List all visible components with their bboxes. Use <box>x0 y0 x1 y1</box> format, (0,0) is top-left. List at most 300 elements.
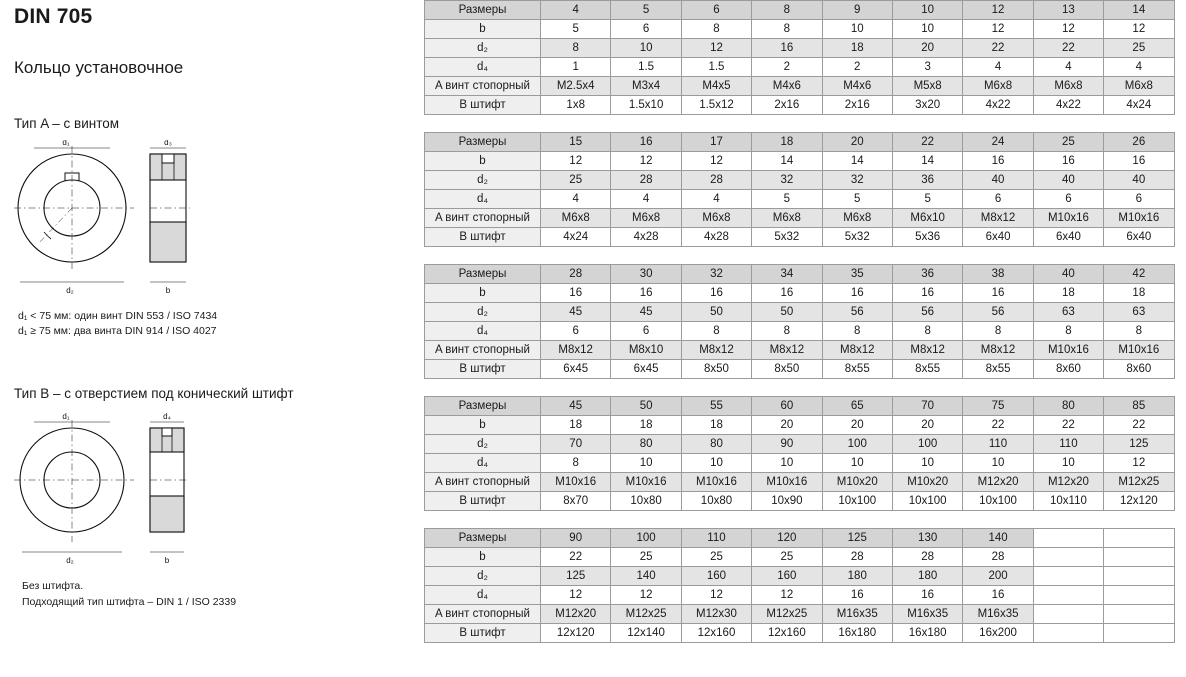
table-cell-d2: 50 <box>752 303 822 322</box>
table-cell-sizes: 12 <box>963 1 1033 20</box>
table-cell-empty <box>1033 605 1103 624</box>
table-cell-d4: 6 <box>963 190 1033 209</box>
table-cell-sizes: 120 <box>752 529 822 548</box>
table-cell-d4: 1.5 <box>681 58 751 77</box>
table-cell-b: 16 <box>892 284 962 303</box>
table-cell-sizes: 80 <box>1033 397 1103 416</box>
table-cell-b: 6 <box>611 20 681 39</box>
table-cell-d2: 18 <box>822 39 892 58</box>
row-label-screw: A винт стопорный <box>425 341 541 360</box>
table-cell-d4: 6 <box>541 322 611 341</box>
table-cell-screw: M16x35 <box>822 605 892 624</box>
table-cell-sizes: 38 <box>963 265 1033 284</box>
table-cell-d2: 50 <box>681 303 751 322</box>
table-cell-b: 28 <box>963 548 1033 567</box>
table-row <box>425 284 1175 303</box>
row-label-d2: d₂ <box>425 567 541 586</box>
table-cell-b: 8 <box>752 20 822 39</box>
table-cell-b: 22 <box>1104 416 1174 435</box>
table-cell-pin: 8x70 <box>541 492 611 511</box>
type-b-heading: Тип B – с отверстием под конический штифт <box>14 386 294 401</box>
table-cell-b: 12 <box>963 20 1033 39</box>
spec-tables <box>424 0 1186 660</box>
table-cell-d2: 25 <box>1104 39 1174 58</box>
row-label-screw: A винт стопорный <box>425 473 541 492</box>
table-cell-pin: 1.5x10 <box>611 96 681 115</box>
table-cell-screw: M6x8 <box>681 209 751 228</box>
table-cell-b: 22 <box>963 416 1033 435</box>
table-row <box>425 228 1175 247</box>
table-cell-screw: M2.5x4 <box>541 77 611 96</box>
drawing-type-a <box>14 140 214 300</box>
table-cell-pin: 4x28 <box>611 228 681 247</box>
table-row <box>425 360 1175 379</box>
row-label-b: b <box>425 284 541 303</box>
table-cell-pin: 12x160 <box>681 624 751 643</box>
table-cell-d2: 45 <box>541 303 611 322</box>
table-cell-pin: 4x22 <box>963 96 1033 115</box>
type-a-heading: Тип A – с винтом <box>14 116 120 131</box>
table-cell-d4: 10 <box>752 454 822 473</box>
table-cell-screw: M4x6 <box>752 77 822 96</box>
left-panel <box>0 0 420 677</box>
table-cell-sizes: 100 <box>611 529 681 548</box>
table-cell-sizes: 26 <box>1104 133 1174 152</box>
table-cell-sizes: 34 <box>752 265 822 284</box>
drawing-type-b <box>14 412 214 572</box>
note-type-a <box>18 309 217 339</box>
table-row <box>425 58 1175 77</box>
table-cell-screw: M6x8 <box>1104 77 1174 96</box>
table-cell-d4: 8 <box>892 322 962 341</box>
row-label-b: b <box>425 416 541 435</box>
row-label-d2: d₂ <box>425 435 541 454</box>
table-cell-empty <box>1104 624 1174 643</box>
table-cell-d4: 5 <box>752 190 822 209</box>
table-cell-screw: M10x16 <box>611 473 681 492</box>
table-cell-sizes: 65 <box>822 397 892 416</box>
note-type-a-line1: d₁ < 75 мм: один винт DIN 553 / ISO 7434 <box>18 310 218 322</box>
table-cell-d4: 6 <box>1104 190 1174 209</box>
table-cell-d2: 10 <box>611 39 681 58</box>
table-cell-pin: 12x120 <box>1104 492 1174 511</box>
table-cell-d2: 100 <box>822 435 892 454</box>
table-row <box>425 96 1175 115</box>
table-cell-d2: 56 <box>822 303 892 322</box>
table-cell-sizes: 17 <box>681 133 751 152</box>
row-label-d4: d₄ <box>425 454 541 473</box>
table-row <box>425 303 1175 322</box>
table-cell-screw: M6x10 <box>892 209 962 228</box>
svg-text:d₁: d₁ <box>62 140 70 147</box>
table-cell-screw: M8x12 <box>752 341 822 360</box>
table-cell-pin: 6x40 <box>1104 228 1174 247</box>
table-cell-sizes: 6 <box>681 1 751 20</box>
table-cell-screw: M8x12 <box>892 341 962 360</box>
table-cell-b: 20 <box>822 416 892 435</box>
table-cell-b: 16 <box>752 284 822 303</box>
table-cell-d2: 32 <box>822 171 892 190</box>
table-cell-d2: 8 <box>541 39 611 58</box>
table-cell-b: 28 <box>822 548 892 567</box>
row-label-b: b <box>425 20 541 39</box>
table-cell-screw: M6x8 <box>1033 77 1103 96</box>
table-cell-b: 8 <box>681 20 751 39</box>
table-cell-d2: 28 <box>681 171 751 190</box>
table-cell-d2: 90 <box>752 435 822 454</box>
table-cell-screw: M4x5 <box>681 77 751 96</box>
table-cell-screw: M8x12 <box>963 341 1033 360</box>
table-cell-b: 22 <box>541 548 611 567</box>
table-cell-sizes: 36 <box>892 265 962 284</box>
svg-text:d₁: d₁ <box>62 412 70 421</box>
table-cell-d4: 10 <box>892 454 962 473</box>
table-cell-screw: M16x35 <box>892 605 962 624</box>
table-cell-d2: 180 <box>892 567 962 586</box>
table-cell-sizes: 9 <box>822 1 892 20</box>
table-row <box>425 39 1175 58</box>
table-cell-sizes: 5 <box>611 1 681 20</box>
table-cell-sizes: 18 <box>752 133 822 152</box>
table-cell-screw: M8x12 <box>681 341 751 360</box>
table-cell-b: 18 <box>681 416 751 435</box>
table-cell-sizes: 75 <box>963 397 1033 416</box>
table-cell-d2: 12 <box>681 39 751 58</box>
row-label-sizes: Размеры <box>425 265 541 284</box>
table-cell-b: 10 <box>822 20 892 39</box>
row-label-d4: d₄ <box>425 586 541 605</box>
table-row <box>425 1 1175 20</box>
table-cell-d4: 12 <box>752 586 822 605</box>
note-type-a-line2: d₁ ≥ 75 мм: два винта DIN 914 / ISO 4027 <box>18 325 217 337</box>
table-cell-b: 5 <box>541 20 611 39</box>
table-cell-sizes: 130 <box>892 529 962 548</box>
row-label-d4: d₄ <box>425 322 541 341</box>
table-cell-b: 16 <box>611 284 681 303</box>
table-cell-screw: M12x25 <box>752 605 822 624</box>
table-row <box>425 605 1175 624</box>
table-cell-d4: 4 <box>541 190 611 209</box>
table-cell-screw: M10x16 <box>1104 341 1174 360</box>
table-row <box>425 416 1175 435</box>
table-cell-pin: 16x180 <box>892 624 962 643</box>
table-cell-sizes: 15 <box>541 133 611 152</box>
row-label-sizes: Размеры <box>425 133 541 152</box>
table-cell-d4: 12 <box>611 586 681 605</box>
spec-table <box>424 0 1175 115</box>
table-cell-d4: 16 <box>892 586 962 605</box>
spec-table-5 <box>424 528 1186 643</box>
row-label-b: b <box>425 152 541 171</box>
table-cell-sizes: 30 <box>611 265 681 284</box>
table-cell-pin: 4x28 <box>681 228 751 247</box>
table-cell-sizes: 50 <box>611 397 681 416</box>
table-cell-d2: 40 <box>963 171 1033 190</box>
table-cell-b: 18 <box>1104 284 1174 303</box>
table-cell-d2: 100 <box>892 435 962 454</box>
table-row <box>425 20 1175 39</box>
row-label-b: b <box>425 548 541 567</box>
table-cell-screw: M3x4 <box>611 77 681 96</box>
table-cell-sizes: 110 <box>681 529 751 548</box>
svg-text:b: b <box>165 286 171 295</box>
row-label-screw: A винт стопорный <box>425 605 541 624</box>
table-cell-pin: 5x36 <box>892 228 962 247</box>
table-cell-d4: 6 <box>611 322 681 341</box>
table-cell-screw: M10x16 <box>681 473 751 492</box>
svg-text:d₃: d₃ <box>164 140 172 147</box>
table-cell-pin: 16x200 <box>963 624 1033 643</box>
table-cell-b: 14 <box>822 152 892 171</box>
table-cell-empty <box>1033 529 1103 548</box>
table-cell-empty <box>1104 586 1174 605</box>
table-cell-screw: M12x25 <box>611 605 681 624</box>
table-cell-pin: 3x20 <box>892 96 962 115</box>
table-cell-d2: 180 <box>822 567 892 586</box>
table-cell-d4: 6 <box>1033 190 1103 209</box>
table-cell-sizes: 32 <box>681 265 751 284</box>
table-cell-empty <box>1104 605 1174 624</box>
table-cell-screw: M10x20 <box>892 473 962 492</box>
table-row <box>425 454 1175 473</box>
table-cell-b: 12 <box>541 152 611 171</box>
table-cell-screw: M8x12 <box>963 209 1033 228</box>
table-cell-d4: 5 <box>892 190 962 209</box>
table-cell-pin: 5x32 <box>822 228 892 247</box>
svg-text:b: b <box>164 556 170 565</box>
table-cell-sizes: 22 <box>892 133 962 152</box>
table-cell-d4: 3 <box>892 58 962 77</box>
row-label-d2: d₂ <box>425 171 541 190</box>
table-cell-sizes: 40 <box>1033 265 1103 284</box>
table-cell-d4: 8 <box>822 322 892 341</box>
table-cell-d2: 40 <box>1033 171 1103 190</box>
table-row <box>425 435 1175 454</box>
table-cell-pin: 10x90 <box>752 492 822 511</box>
table-cell-pin: 10x100 <box>963 492 1033 511</box>
table-cell-d4: 5 <box>822 190 892 209</box>
table-cell-d4: 8 <box>1104 322 1174 341</box>
table-cell-pin: 2x16 <box>822 96 892 115</box>
table-cell-d2: 160 <box>752 567 822 586</box>
table-cell-screw: M10x20 <box>822 473 892 492</box>
spec-table-2 <box>424 132 1186 247</box>
table-cell-screw: M12x30 <box>681 605 751 624</box>
row-label-d4: d₄ <box>425 190 541 209</box>
table-row <box>425 397 1175 416</box>
table-row <box>425 492 1175 511</box>
table-cell-pin: 6x45 <box>611 360 681 379</box>
table-cell-d4: 10 <box>1033 454 1103 473</box>
table-cell-d2: 40 <box>1104 171 1174 190</box>
table-cell-d4: 10 <box>963 454 1033 473</box>
table-cell-sizes: 10 <box>892 1 962 20</box>
table-cell-screw: M12x20 <box>1033 473 1103 492</box>
table-cell-d2: 110 <box>1033 435 1103 454</box>
table-cell-sizes: 4 <box>541 1 611 20</box>
table-cell-d4: 4 <box>1104 58 1174 77</box>
table-cell-screw: M6x8 <box>822 209 892 228</box>
row-label-pin: B штифт <box>425 96 541 115</box>
svg-text:d₄: d₄ <box>163 412 171 421</box>
table-cell-screw: M8x12 <box>822 341 892 360</box>
spec-table-3 <box>424 264 1186 379</box>
table-row <box>425 209 1175 228</box>
svg-text:d₂: d₂ <box>66 286 74 295</box>
table-cell-d2: 80 <box>681 435 751 454</box>
table-cell-pin: 8x55 <box>822 360 892 379</box>
table-cell-pin: 10x80 <box>681 492 751 511</box>
table-cell-screw: M10x16 <box>752 473 822 492</box>
table-cell-sizes: 14 <box>1104 1 1174 20</box>
table-cell-sizes: 42 <box>1104 265 1174 284</box>
table-cell-sizes: 24 <box>963 133 1033 152</box>
table-cell-d2: 160 <box>681 567 751 586</box>
table-cell-pin: 12x120 <box>541 624 611 643</box>
table-cell-screw: M16x35 <box>963 605 1033 624</box>
table-cell-screw: M12x20 <box>963 473 1033 492</box>
row-label-d2: d₂ <box>425 303 541 322</box>
table-cell-empty <box>1033 624 1103 643</box>
table-row <box>425 567 1175 586</box>
table-row <box>425 190 1175 209</box>
table-cell-d2: 200 <box>963 567 1033 586</box>
table-cell-d2: 80 <box>611 435 681 454</box>
table-cell-b: 16 <box>681 284 751 303</box>
table-cell-d4: 8 <box>752 322 822 341</box>
table-cell-screw: M6x8 <box>611 209 681 228</box>
table-cell-sizes: 60 <box>752 397 822 416</box>
table-cell-b: 25 <box>681 548 751 567</box>
table-cell-d4: 4 <box>963 58 1033 77</box>
table-cell-screw: M10x16 <box>1033 341 1103 360</box>
table-cell-d2: 32 <box>752 171 822 190</box>
table-cell-sizes: 85 <box>1104 397 1174 416</box>
row-label-screw: A винт стопорный <box>425 77 541 96</box>
table-row <box>425 624 1175 643</box>
row-label-sizes: Размеры <box>425 397 541 416</box>
table-cell-screw: M5x8 <box>892 77 962 96</box>
table-cell-sizes: 13 <box>1033 1 1103 20</box>
table-cell-d4: 4 <box>681 190 751 209</box>
table-cell-sizes: 90 <box>541 529 611 548</box>
table-row <box>425 77 1175 96</box>
table-cell-pin: 10x100 <box>822 492 892 511</box>
svg-text:d₂: d₂ <box>66 556 74 565</box>
table-cell-sizes: 20 <box>822 133 892 152</box>
table-cell-screw: M12x25 <box>1104 473 1174 492</box>
table-cell-empty <box>1033 548 1103 567</box>
table-cell-d2: 110 <box>963 435 1033 454</box>
table-cell-pin: 10x110 <box>1033 492 1103 511</box>
table-row <box>425 548 1175 567</box>
table-cell-pin: 10x80 <box>611 492 681 511</box>
spec-table <box>424 264 1175 379</box>
page-subtitle: Кольцо установочное <box>14 58 184 77</box>
row-label-pin: B штифт <box>425 360 541 379</box>
table-cell-d2: 70 <box>541 435 611 454</box>
table-cell-sizes: 25 <box>1033 133 1103 152</box>
table-cell-pin: 8x60 <box>1033 360 1103 379</box>
table-cell-b: 16 <box>1104 152 1174 171</box>
table-cell-d4: 2 <box>822 58 892 77</box>
table-cell-sizes: 28 <box>541 265 611 284</box>
table-cell-b: 18 <box>611 416 681 435</box>
table-cell-d2: 56 <box>963 303 1033 322</box>
row-label-sizes: Размеры <box>425 529 541 548</box>
table-cell-b: 12 <box>611 152 681 171</box>
table-row <box>425 341 1175 360</box>
table-cell-pin: 5x32 <box>752 228 822 247</box>
table-cell-pin: 6x40 <box>963 228 1033 247</box>
table-cell-d2: 56 <box>892 303 962 322</box>
table-cell-d4: 16 <box>963 586 1033 605</box>
table-cell-pin: 8x50 <box>752 360 822 379</box>
table-cell-d4: 1 <box>541 58 611 77</box>
row-label-sizes: Размеры <box>425 1 541 20</box>
table-cell-screw: M8x12 <box>541 341 611 360</box>
page-title: DIN 705 <box>14 5 93 28</box>
table-cell-d4: 10 <box>611 454 681 473</box>
table-cell-b: 28 <box>892 548 962 567</box>
table-cell-b: 18 <box>541 416 611 435</box>
table-cell-d2: 125 <box>1104 435 1174 454</box>
row-label-screw: A винт стопорный <box>425 209 541 228</box>
table-cell-pin: 2x16 <box>752 96 822 115</box>
table-cell-pin: 12x140 <box>611 624 681 643</box>
table-cell-d2: 20 <box>892 39 962 58</box>
table-cell-d2: 140 <box>611 567 681 586</box>
drawing-type-a-svg <box>14 140 214 300</box>
table-cell-sizes: 35 <box>822 265 892 284</box>
table-cell-b: 18 <box>1033 284 1103 303</box>
table-cell-d2: 22 <box>1033 39 1103 58</box>
table-cell-b: 10 <box>892 20 962 39</box>
table-cell-screw: M10x16 <box>1033 209 1103 228</box>
table-cell-d4: 1.5 <box>611 58 681 77</box>
table-cell-b: 14 <box>752 152 822 171</box>
table-cell-b: 22 <box>1033 416 1103 435</box>
table-cell-b: 20 <box>892 416 962 435</box>
table-cell-pin: 8x55 <box>892 360 962 379</box>
table-row <box>425 133 1175 152</box>
table-cell-sizes: 8 <box>752 1 822 20</box>
table-cell-b: 12 <box>1104 20 1174 39</box>
table-cell-b: 16 <box>963 152 1033 171</box>
table-cell-d2: 63 <box>1104 303 1174 322</box>
table-cell-d4: 12 <box>1104 454 1174 473</box>
table-cell-pin: 4x24 <box>1104 96 1174 115</box>
row-label-d2: d₂ <box>425 39 541 58</box>
table-cell-screw: M4x6 <box>822 77 892 96</box>
table-cell-empty <box>1033 586 1103 605</box>
table-cell-screw: M12x20 <box>541 605 611 624</box>
table-cell-sizes: 55 <box>681 397 751 416</box>
table-cell-d4: 10 <box>822 454 892 473</box>
table-cell-b: 20 <box>752 416 822 435</box>
table-cell-empty <box>1104 567 1174 586</box>
table-cell-d2: 125 <box>541 567 611 586</box>
spec-table <box>424 396 1175 511</box>
table-cell-b: 16 <box>541 284 611 303</box>
table-cell-d2: 22 <box>963 39 1033 58</box>
table-row <box>425 586 1175 605</box>
table-cell-d2: 45 <box>611 303 681 322</box>
table-cell-d4: 8 <box>541 454 611 473</box>
table-cell-pin: 16x180 <box>822 624 892 643</box>
table-cell-d4: 8 <box>963 322 1033 341</box>
row-label-d4: d₄ <box>425 58 541 77</box>
